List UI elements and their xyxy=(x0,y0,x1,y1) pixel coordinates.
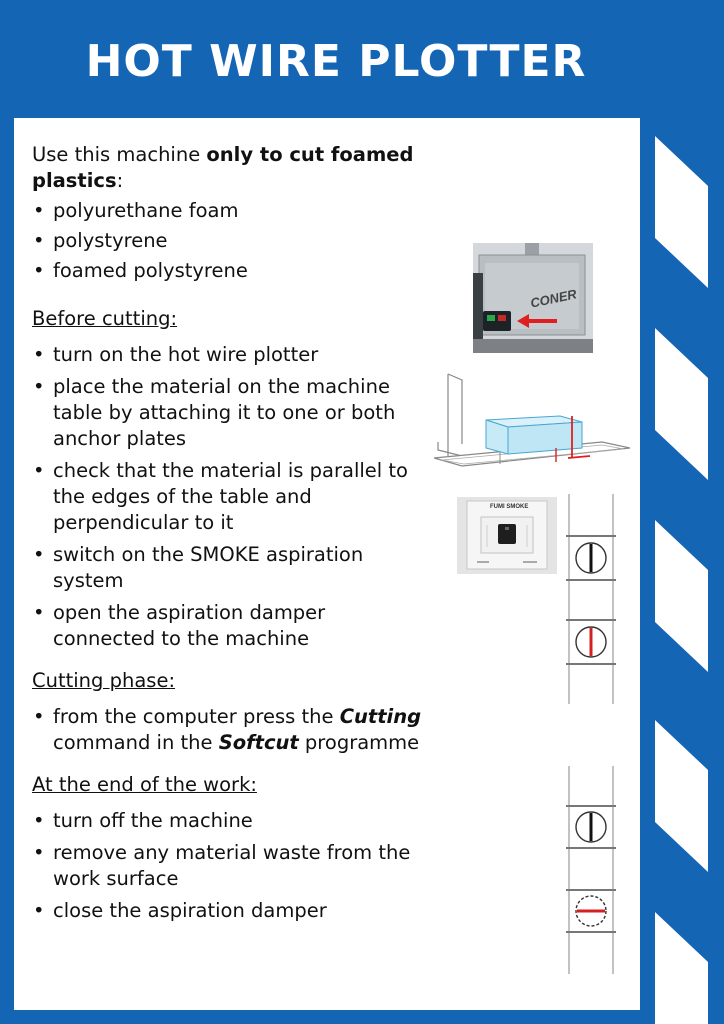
section-heading-cutting: Cutting phase: xyxy=(32,669,176,692)
list-item: • polystyrene xyxy=(32,228,432,254)
instructions xyxy=(32,142,432,924)
list-item: • switch on the SMOKE aspiration system xyxy=(32,542,432,594)
list-item: • turn on the hot wire plotter xyxy=(32,342,432,368)
list-item: • check that the material is parallel to the edges of the table and perpendicular to it xyxy=(32,458,432,536)
cutting-mid: command in the xyxy=(53,731,219,754)
intro-lead: Use this machine xyxy=(32,143,207,166)
cutting-command: Cutting xyxy=(339,705,422,728)
cutting-list xyxy=(32,704,432,756)
list-item: • open the aspiration damper connected to the machine xyxy=(32,600,432,652)
stripe-decoration xyxy=(650,118,724,1024)
end-list xyxy=(32,808,432,924)
intro-emphasis: only to cut foamed plastics xyxy=(32,143,414,192)
damper-close-diagram xyxy=(566,766,616,974)
machine-brand-label: CONER xyxy=(528,286,578,311)
list-item: • polyurethane foam xyxy=(32,198,432,224)
page-title: HOT WIRE PLOTTER xyxy=(85,36,587,87)
cutting-pre: from the computer press the xyxy=(53,705,340,728)
list-item xyxy=(32,704,432,756)
intro-paragraph xyxy=(32,142,432,194)
table-diagram xyxy=(434,372,630,472)
machine-photo xyxy=(473,243,593,353)
softcut-program: Softcut xyxy=(218,731,299,754)
smoke-switch-label: FUMI SMOKE xyxy=(490,504,529,510)
material-list xyxy=(32,198,432,284)
section-heading-before: Before cutting: xyxy=(32,307,178,330)
section-heading-end: At the end of the work: xyxy=(32,773,257,796)
list-item: • remove any material waste from the work surface xyxy=(32,840,432,892)
intro-colon: : xyxy=(116,169,124,192)
before-list xyxy=(32,342,432,652)
list-item: • close the aspiration damper xyxy=(32,898,432,924)
cutting-post: programme xyxy=(298,731,420,754)
list-item: • turn off the machine xyxy=(32,808,432,834)
smoke-switch-photo xyxy=(457,497,557,574)
list-item: • place the material on the machine table by attaching it to one or both anchor plates xyxy=(32,374,432,452)
damper-open-diagram xyxy=(566,494,616,704)
list-item: • foamed polystyrene xyxy=(32,258,432,284)
